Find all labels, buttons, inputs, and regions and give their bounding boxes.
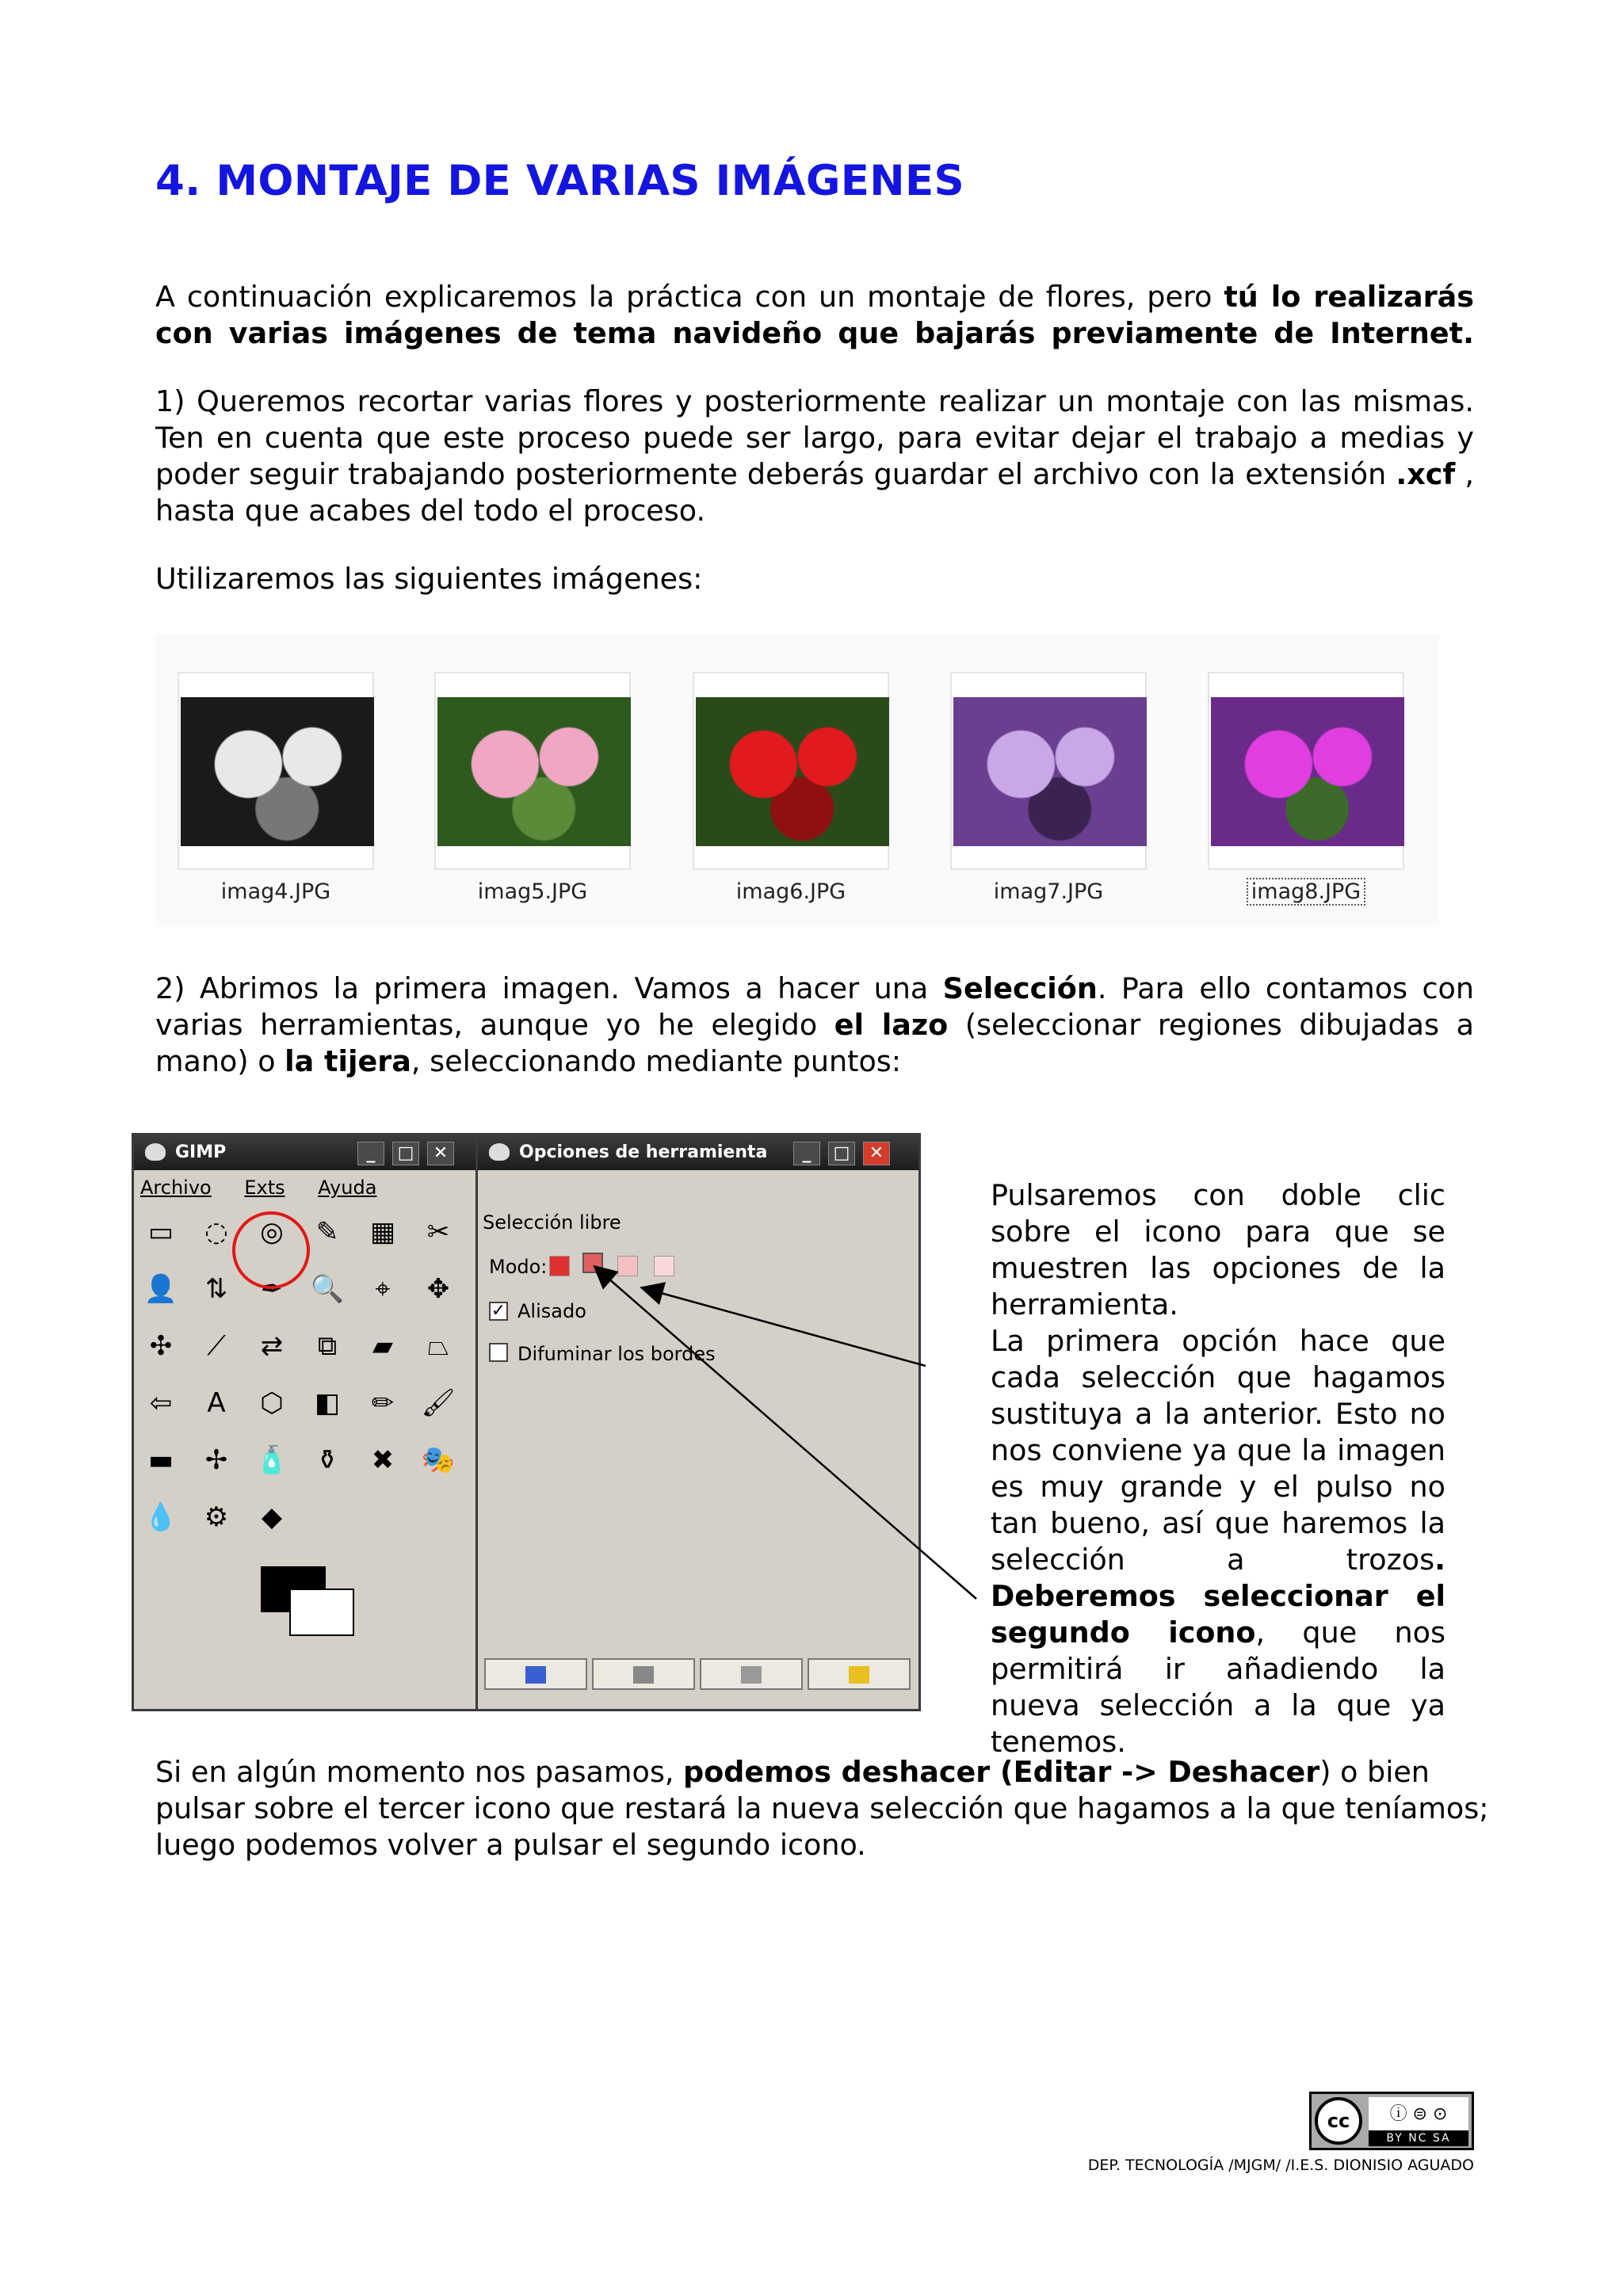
- cc-icons: ⓘ ⊜ ⊙: [1369, 2097, 1468, 2132]
- tool-icon[interactable]: ⬡: [260, 1387, 284, 1419]
- arrow-to-mode-label: [643, 1288, 926, 1366]
- step2-text: 2) Abrimos la primera imagen. Vamos a hacer una: [155, 971, 943, 1005]
- thumbnail-imag6[interactable]: [693, 672, 889, 870]
- maximize-button[interactable]: □: [392, 1142, 419, 1165]
- antialias-label: Alisado: [517, 1300, 586, 1322]
- thumbnail-caption: imag6.JPG: [735, 879, 846, 904]
- tool-icon[interactable]: ✒: [260, 1273, 284, 1305]
- tool-icon[interactable]: ▦: [369, 1216, 396, 1248]
- feather-label: Difuminar los bordes: [517, 1343, 716, 1365]
- step2-bold-lazo: el lazo: [834, 1008, 949, 1042]
- flower-image: [181, 697, 374, 846]
- tool-icon[interactable]: ⇦: [149, 1387, 173, 1419]
- menu-exts[interactable]: Exts: [244, 1177, 285, 1199]
- tool-icon[interactable]: ▰: [372, 1330, 394, 1362]
- minimize-button[interactable]: _: [357, 1142, 384, 1165]
- tool-icon[interactable]: ◌: [204, 1216, 228, 1248]
- flower-image: [953, 697, 1147, 846]
- tool-icon[interactable]: ⧉: [317, 1330, 338, 1362]
- undo-paragraph: [155, 1754, 1518, 1863]
- tool-icon[interactable]: ✣: [149, 1330, 173, 1362]
- step1-extension: .xcf: [1396, 457, 1456, 491]
- tool-icon[interactable]: ✏: [371, 1387, 395, 1419]
- tool-icon[interactable]: ✎: [315, 1216, 339, 1248]
- undo-text-end: ) o bien pulsar sobre el tercer icono que restará la nueva selección que hagamos a la que teníamos; luego podemos volver a pulsar el segundo icono.: [155, 1755, 1489, 1862]
- thumbnail-strip: [155, 634, 1439, 927]
- side-note-text-end: , que nos permitirá ir añadiendo la nueva selección a la que ya tenemos.: [991, 1615, 1445, 1759]
- thumbnail-imag7[interactable]: [950, 672, 1147, 870]
- menu-archivo[interactable]: Archivo: [140, 1177, 212, 1199]
- cc-license-badge: [1309, 2092, 1474, 2150]
- tool-icon[interactable]: A: [207, 1387, 226, 1419]
- step1-text-end: , hasta que acabes del todo el proceso.: [155, 457, 1474, 528]
- tool-icon[interactable]: ⟋: [207, 1330, 226, 1362]
- intro-bold: tú lo realizarás con varias imágenes de tema navideño que bajarás previamente de Internet.: [155, 280, 1474, 350]
- tool-icon[interactable]: ✥: [426, 1273, 450, 1305]
- tool-icon[interactable]: 🖌: [421, 1387, 456, 1419]
- tool-icon[interactable]: ⇅: [204, 1273, 228, 1305]
- page-title: 4. MONTAJE DE VARIAS IMÁGENES: [155, 157, 964, 205]
- tool-icon[interactable]: 💧: [143, 1501, 178, 1533]
- side-note-bold: . Deberemos seleccionar el segundo icono: [991, 1543, 1445, 1650]
- step1-paragraph: [155, 383, 1474, 529]
- step2-text: (seleccionar regiones dibujadas a mano) o: [155, 1008, 1474, 1078]
- antialias-checkbox[interactable]: ✓: [489, 1302, 508, 1321]
- close-button[interactable]: ✕: [427, 1142, 454, 1165]
- cc-logo: cc: [1315, 2097, 1362, 2145]
- tool-icon[interactable]: ⚱: [315, 1444, 339, 1476]
- side-note-text: La primera opción hace que cada selección que hagamos sustituya a la anterior. Esto no nos conviene ya que la imagen es muy grande y el pulso no tan bueno, así que haremos la selección a trozos: [991, 1324, 1445, 1577]
- thumbnail-caption: imag7.JPG: [993, 879, 1104, 904]
- mode-label: Modo:: [489, 1256, 548, 1278]
- flower-image: [696, 697, 889, 846]
- tool-icon[interactable]: ✢: [204, 1444, 228, 1476]
- intro-text: A continuación explicaremos la práctica con un montaje de flores, pero: [155, 280, 1224, 314]
- tool-icon[interactable]: 👤: [143, 1273, 178, 1305]
- tool-name-label: Selección libre: [483, 1211, 621, 1234]
- side-note-1: Pulsaremos con doble clic sobre el icono para que se muestren las opciones de la herramienta.: [991, 1178, 1445, 1322]
- images-intro: Utilizaremos las siguientes imágenes:: [155, 562, 703, 596]
- tool-icon[interactable]: 🎭: [421, 1444, 456, 1476]
- tool-icon[interactable]: ▭: [147, 1216, 174, 1248]
- thumbnail-caption: imag8.JPG: [1247, 878, 1365, 906]
- options-title: Opciones de herramienta: [519, 1142, 768, 1162]
- tool-icon[interactable]: ⇄: [260, 1330, 284, 1362]
- tool-icon[interactable]: 🔍: [310, 1273, 345, 1305]
- flower-image: [437, 697, 631, 846]
- tool-icon[interactable]: ◎: [260, 1216, 284, 1248]
- thumbnail-imag4[interactable]: [178, 672, 374, 870]
- tool-icon[interactable]: ▬: [147, 1444, 174, 1476]
- tool-icon[interactable]: ◧: [314, 1387, 341, 1419]
- thumbnail-caption-selected: [1208, 879, 1404, 904]
- close-button[interactable]: ✕: [863, 1142, 890, 1165]
- annotation-arrows: [132, 1133, 921, 1711]
- step2-bold-tijera: la tijera: [285, 1044, 411, 1078]
- tool-icon[interactable]: ◆: [261, 1501, 283, 1533]
- intro-paragraph: [155, 279, 1474, 352]
- tool-icon[interactable]: ⌖: [375, 1273, 391, 1305]
- step1-text: 1) Queremos recortar varias flores y posteriormente realizar un montaje con las mismas. Ten en cuenta que este proceso puede ser largo, para evitar dejar el trabajo a medias y poder seguir trabajando posteriormente deberás guardar el archivo con la extensión: [155, 384, 1474, 491]
- thumbnail-imag8[interactable]: [1208, 672, 1404, 870]
- step2-text: . Para ello contamos con varias herramientas, aunque yo he elegido: [155, 971, 1475, 1042]
- cc-terms: BY NC SA: [1369, 2130, 1468, 2146]
- side-note-2: [991, 1323, 1445, 1760]
- page-footer: DEP. TECNOLOGÍA /MJGM/ /I.E.S. DIONISIO AGUADO: [1087, 2157, 1474, 2174]
- step2-bold-seleccion: Selección: [942, 971, 1098, 1005]
- step2-paragraph: [155, 971, 1474, 1080]
- gimp-screenshot: [132, 1133, 921, 1711]
- step2-text: , seleccionando mediante puntos:: [411, 1044, 902, 1078]
- undo-bold: podemos deshacer (Editar -> Deshacer: [683, 1755, 1320, 1789]
- arrow-to-add-icon: [596, 1268, 976, 1599]
- thumbnail-caption: imag5.JPG: [477, 879, 588, 904]
- tool-icon[interactable]: ⏢: [427, 1330, 449, 1362]
- maximize-button[interactable]: □: [828, 1142, 855, 1165]
- tool-icon[interactable]: ⚙: [204, 1501, 229, 1533]
- minimize-button[interactable]: _: [793, 1142, 820, 1165]
- thumbnail-imag5[interactable]: [434, 672, 631, 870]
- tool-icon[interactable]: ✂: [426, 1216, 450, 1248]
- menu-ayuda[interactable]: Ayuda: [318, 1177, 377, 1199]
- tool-icon[interactable]: ✖: [371, 1444, 395, 1476]
- toolbox-title: GIMP: [175, 1142, 227, 1162]
- flower-image: [1211, 697, 1404, 846]
- undo-text: Si en algún momento nos pasamos,: [155, 1755, 684, 1789]
- thumbnail-caption: imag4.JPG: [220, 879, 331, 904]
- tool-icon[interactable]: 🧴: [254, 1444, 289, 1476]
